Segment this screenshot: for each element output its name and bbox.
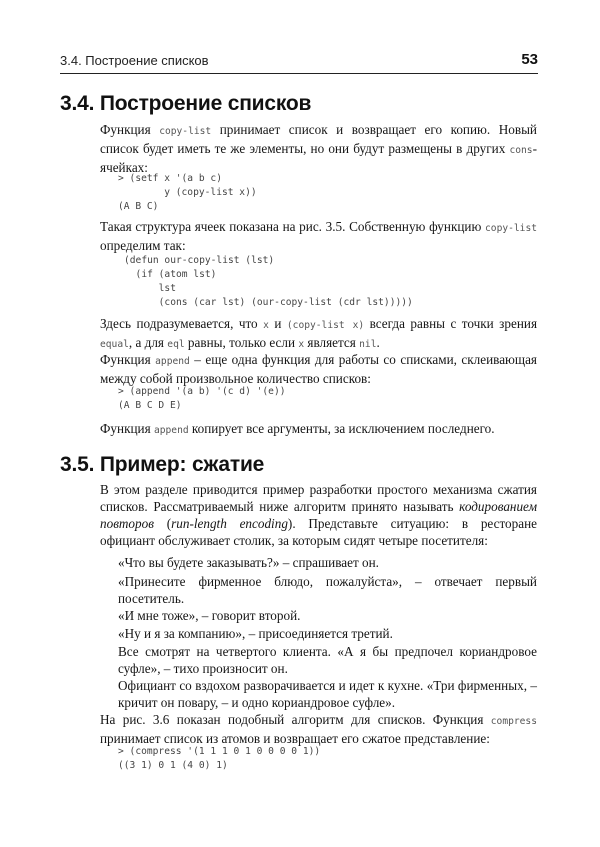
running-head — [60, 51, 538, 74]
paragraph-structure: Такая структура ячеек показана на рис. 3.5. Собственную функцию copy-list определим так: — [100, 219, 537, 253]
section-heading-3-5: 3.5. Пример: сжатие — [60, 453, 265, 476]
section-heading-3-4: 3.4. Построение списков — [60, 92, 312, 115]
paragraph-compression-intro: В этом разделе приводится пример разработки простого механизма сжатия списков. Рассматриваемый ниже алгоритм принято называть кодированием повторов (run-length encoding). Представьте ситуацию: в ресторане официант обслуживает столик, за которым сидят четыре посетителя: — [100, 482, 537, 548]
paragraph-append-copies: Функция append копирует все аргументы, за исключением последнего. — [100, 421, 495, 436]
dialogue-line-3: «И мне тоже», – говорит второй. — [118, 608, 301, 623]
dialogue-line-2: «Принесите фирменное блюдо, пожалуйста», – отвечает первый посетитель. — [118, 574, 537, 606]
code-block-compress: > (compress '(1 1 1 0 1 0 0 0 0 1)) ((3 1) 0 1 (4 0) 1) — [118, 746, 321, 771]
code-block-append: > (append '(a b) '(c d) '(e)) (A B C D E) — [118, 386, 286, 411]
dialogue-line-1: «Что вы будете заказывать?» – спрашивает он. — [118, 555, 379, 570]
dialogue-line-4: «Ну и я за компанию», – присоединяется третий. — [118, 626, 393, 641]
paragraph-compress: На рис. 3.6 показан подобный алгоритм для списков. Функция compress принимает список из атомов и возвращает его сжатое представление: — [100, 712, 537, 746]
paragraph-equal: Здесь подразумевается, что x и (copy-list x) всегда равны с точки зрения equal, а для eql равны, только если x является nil. — [100, 316, 538, 350]
paragraph-append: Функция append – еще одна функция для работы со списками, склеивающая между собой произвольное количество списков: — [100, 352, 537, 386]
code-block-our-copy-list: (defun our-copy-list (lst) (if (atom lst) lst (cons (car lst) (our-copy-list (cdr lst))))) — [124, 255, 413, 308]
dialogue-line-6: Официант со вздохом разворачивается и идет к кухне. «Три фирменных, – кричит он повару, – и одно кориандровое суфле». — [118, 678, 537, 710]
paragraph-copy-list: Функция copy-list принимает список и возвращает его копию. Новый список будет иметь те же элементы, но они будут размещены в других cons-ячейках: — [100, 122, 537, 175]
dialogue-line-5: Все смотрят на четвертого клиента. «А я бы предпочел кориандровое суфле», – тихо произносит он. — [118, 644, 537, 676]
page-number: 53 — [521, 51, 538, 68]
code-block-copy-list: > (setf x '(a b c) y (copy-list x)) (A B C) — [118, 173, 257, 212]
running-head-title: 3.4. Построение списков — [60, 53, 209, 68]
